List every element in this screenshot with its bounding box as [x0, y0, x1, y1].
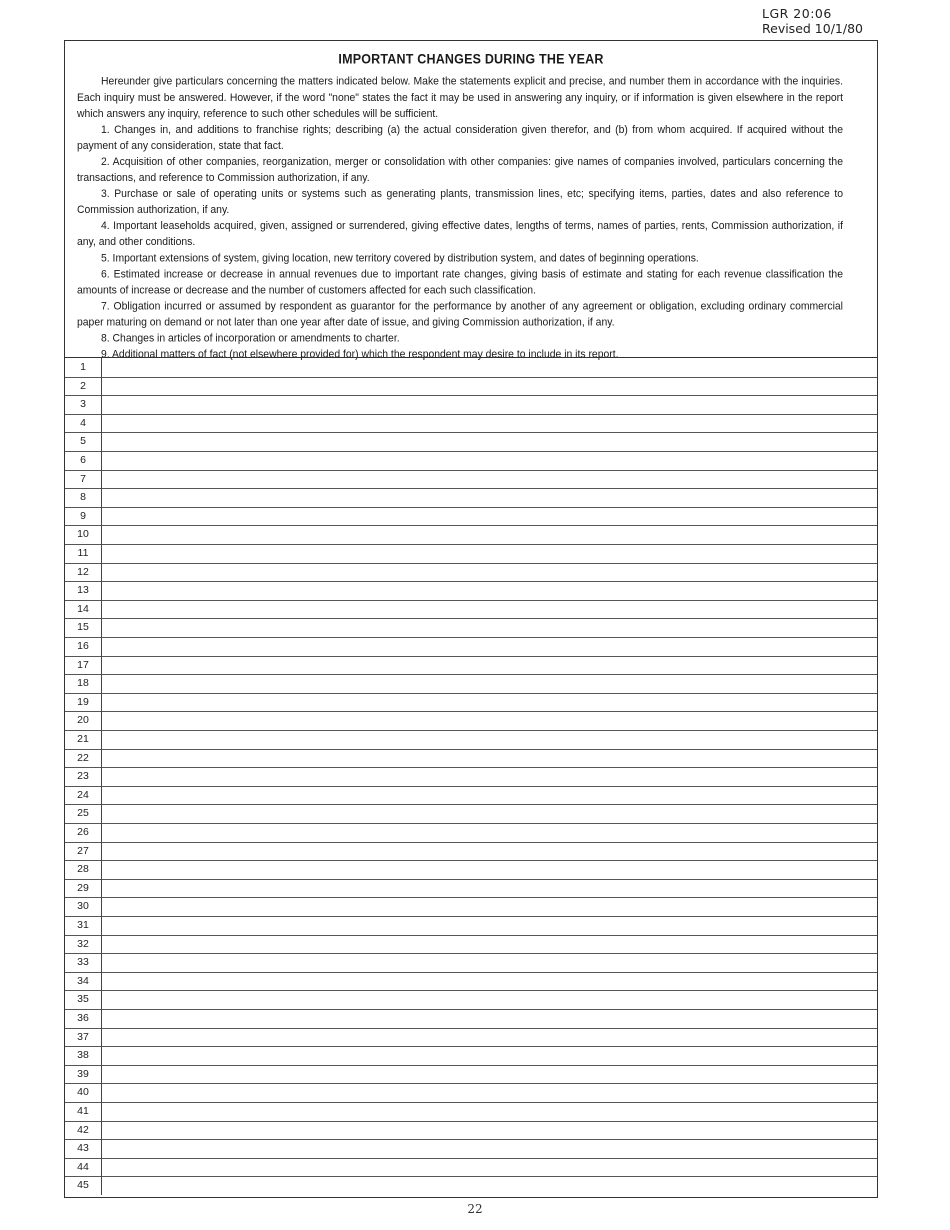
table-row: [65, 1121, 877, 1141]
line-number: 29: [65, 879, 102, 898]
entry-line-blank[interactable]: [102, 916, 877, 935]
line-number: 37: [65, 1028, 102, 1047]
line-number: 26: [65, 823, 102, 842]
entry-line-blank[interactable]: [102, 711, 877, 730]
table-row: [65, 897, 877, 917]
page-number: 22: [467, 1202, 483, 1216]
line-number: 41: [65, 1102, 102, 1121]
instruction-item-6: 6. Estimated increase or decrease in annual revenues due to important rate changes, giving basis of estimate and stating for each revenue classification the amounts of increase or decrease and the number of customers affected for each such classification.: [77, 268, 843, 297]
form-code: LGR 20:06: [762, 6, 832, 21]
form-identifier: [762, 6, 882, 36]
line-number: 28: [65, 860, 102, 879]
entry-line-blank[interactable]: [102, 1046, 877, 1065]
line-number: 5: [65, 432, 102, 451]
line-number: 25: [65, 804, 102, 823]
table-row: [65, 935, 877, 955]
entry-line-blank[interactable]: [102, 600, 877, 619]
line-number: 10: [65, 525, 102, 544]
table-row: [65, 674, 877, 694]
entry-line-blank[interactable]: [102, 1121, 877, 1140]
table-row: [65, 488, 877, 508]
table-row: [65, 1102, 877, 1122]
line-number: 23: [65, 767, 102, 786]
entry-line-blank[interactable]: [102, 786, 877, 805]
table-row: [65, 767, 877, 787]
table-row: [65, 1065, 877, 1085]
table-row: [65, 711, 877, 731]
instruction-item-5: 5. Important extensions of system, giving location, new territory covered by distribution system, and dates of beginning operations.: [101, 252, 699, 265]
line-number: 18: [65, 674, 102, 693]
table-row: [65, 451, 877, 471]
page-title: IMPORTANT CHANGES DURING THE YEAR: [338, 51, 604, 67]
line-number: 36: [65, 1009, 102, 1028]
line-number: 9: [65, 507, 102, 526]
entry-line-blank[interactable]: [102, 1083, 877, 1102]
entry-line-blank[interactable]: [102, 525, 877, 544]
entry-line-blank[interactable]: [102, 1009, 877, 1028]
entry-line-blank[interactable]: [102, 563, 877, 582]
line-number: 30: [65, 897, 102, 916]
line-number: 39: [65, 1065, 102, 1084]
instructions: [77, 74, 843, 363]
table-row: [65, 860, 877, 880]
entry-line-blank[interactable]: [102, 897, 877, 916]
entry-line-blank[interactable]: [102, 842, 877, 861]
line-number: 6: [65, 451, 102, 470]
instruction-item-3: 3. Purchase or sale of operating units or systems such as generating plants, transmission lines, etc; specifying items, parties, dates and also reference to Commission authorization, if any.: [77, 188, 843, 217]
table-row: [65, 842, 877, 862]
table-row: [65, 432, 877, 452]
entry-line-blank[interactable]: [102, 1139, 877, 1158]
table-row: [65, 1083, 877, 1103]
line-number: 11: [65, 544, 102, 563]
table-row: [65, 749, 877, 769]
line-number: 20: [65, 711, 102, 730]
line-number: 8: [65, 488, 102, 507]
instruction-item-8: 8. Changes in articles of incorporation or amendments to charter.: [101, 332, 400, 345]
entry-line-blank[interactable]: [102, 488, 877, 507]
table-row: [65, 953, 877, 973]
line-number: 1: [65, 358, 102, 377]
table-row: [65, 563, 877, 583]
entry-line-blank[interactable]: [102, 1065, 877, 1084]
entry-line-blank[interactable]: [102, 581, 877, 600]
line-number: 3: [65, 395, 102, 414]
line-number: 44: [65, 1158, 102, 1177]
table-row: [65, 656, 877, 676]
line-number: 32: [65, 935, 102, 954]
table-row: [65, 470, 877, 490]
table-row: [65, 600, 877, 620]
table-row: [65, 1009, 877, 1029]
table-row: [65, 990, 877, 1010]
table-row: [65, 804, 877, 824]
entry-lines: [65, 357, 877, 1198]
entry-line-blank[interactable]: [102, 395, 877, 414]
entry-line-blank[interactable]: [102, 637, 877, 656]
table-row: [65, 414, 877, 434]
entry-line-blank[interactable]: [102, 730, 877, 749]
line-number: 22: [65, 749, 102, 768]
table-row: [65, 823, 877, 843]
entry-line-blank[interactable]: [102, 749, 877, 768]
instruction-item-2: 2. Acquisition of other companies, reorganization, merger or consolidation with other companies: give names of companies involved, particulars concerning the transactions, and reference to Commission authorization, if any.: [77, 156, 843, 185]
entry-line-blank[interactable]: [102, 414, 877, 433]
line-number: 7: [65, 470, 102, 489]
table-row: [65, 972, 877, 992]
line-number: 42: [65, 1121, 102, 1140]
entry-line-blank[interactable]: [102, 1102, 877, 1121]
entry-line-blank[interactable]: [102, 1028, 877, 1047]
instruction-item-4: 4. Important leaseholds acquired, given, assigned or surrendered, giving effective dates, lengths of terms, names of parties, rents, Commission authorization, if any, and other conditions.: [77, 220, 843, 249]
entry-line-blank[interactable]: [102, 990, 877, 1009]
entry-line-blank[interactable]: [102, 823, 877, 842]
table-row: [65, 358, 877, 378]
line-number: 16: [65, 637, 102, 656]
line-number: 17: [65, 656, 102, 675]
line-number: 14: [65, 600, 102, 619]
revision-date: Revised 10/1/80: [762, 21, 863, 36]
table-row: [65, 618, 877, 638]
table-row: [65, 879, 877, 899]
line-number: 38: [65, 1046, 102, 1065]
entry-line-blank[interactable]: [102, 358, 877, 377]
entry-line-blank[interactable]: [102, 507, 877, 526]
instructions-intro: Hereunder give particulars concerning the matters indicated below. Make the statements explicit and precise, and number them in accordance with the inquiries. Each inquiry must be answered. However, if the word "none" states the fact it may be used in answering any inquiry, or if information is given elsewhere in the report which answers any inquiry, reference to such other schedules will be sufficient.: [77, 76, 843, 121]
table-row: [65, 1158, 877, 1178]
entry-line-blank[interactable]: [102, 432, 877, 451]
line-number: 43: [65, 1139, 102, 1158]
instruction-item-7: 7. Obligation incurred or assumed by respondent as guarantor for the performance by another of any agreement or obligation, excluding ordinary commercial paper maturing on demand or not later than one year after date of issue, and giving Commission authorization, if any.: [77, 300, 843, 329]
entry-line-blank[interactable]: [102, 972, 877, 991]
entry-line-blank[interactable]: [102, 656, 877, 675]
line-number: 19: [65, 693, 102, 712]
instruction-item-9: 9. Additional matters of fact (not elsewhere provided for) which the respondent may desire to include in its report.: [101, 348, 619, 361]
table-row: [65, 395, 877, 415]
entry-line-blank[interactable]: [102, 1158, 877, 1177]
entry-line-blank[interactable]: [102, 860, 877, 879]
entry-line-blank[interactable]: [102, 953, 877, 972]
table-row: [65, 1028, 877, 1048]
line-number: 2: [65, 377, 102, 396]
table-row: [65, 637, 877, 657]
entry-line-blank[interactable]: [102, 451, 877, 470]
table-row: [65, 693, 877, 713]
line-number: 40: [65, 1083, 102, 1102]
table-row: [65, 786, 877, 806]
entry-line-blank[interactable]: [102, 767, 877, 786]
line-number: 33: [65, 953, 102, 972]
entry-line-blank[interactable]: [102, 377, 877, 396]
line-number: 4: [65, 414, 102, 433]
entry-line-blank[interactable]: [102, 470, 877, 489]
table-row: [65, 525, 877, 545]
entry-line-blank[interactable]: [102, 544, 877, 563]
line-number: 35: [65, 990, 102, 1009]
form-frame: [64, 40, 878, 1198]
line-number: 34: [65, 972, 102, 991]
table-row: [65, 730, 877, 750]
entry-line-blank[interactable]: [102, 693, 877, 712]
line-number: 12: [65, 563, 102, 582]
instruction-item-1: 1. Changes in, and additions to franchise rights; describing (a) the actual consideration given therefor, and (b) from whom acquired. If acquired without the payment of any consideration, state that fact.: [77, 124, 843, 153]
table-row: [65, 1046, 877, 1066]
line-number: 24: [65, 786, 102, 805]
entry-line-blank[interactable]: [102, 804, 877, 823]
table-row: [65, 581, 877, 601]
table-row: [65, 544, 877, 564]
entry-line-blank[interactable]: [102, 618, 877, 637]
line-number: 15: [65, 618, 102, 637]
entry-line-blank[interactable]: [102, 935, 877, 954]
entry-line-blank[interactable]: [102, 1176, 877, 1195]
line-number: 21: [65, 730, 102, 749]
table-row: [65, 916, 877, 936]
table-row: [65, 1139, 877, 1159]
line-number: 31: [65, 916, 102, 935]
table-row: [65, 507, 877, 527]
table-row: [65, 1176, 877, 1195]
entry-line-blank[interactable]: [102, 674, 877, 693]
line-number: 45: [65, 1176, 102, 1195]
entry-line-blank[interactable]: [102, 879, 877, 898]
line-number: 27: [65, 842, 102, 861]
line-number: 13: [65, 581, 102, 600]
table-row: [65, 377, 877, 397]
